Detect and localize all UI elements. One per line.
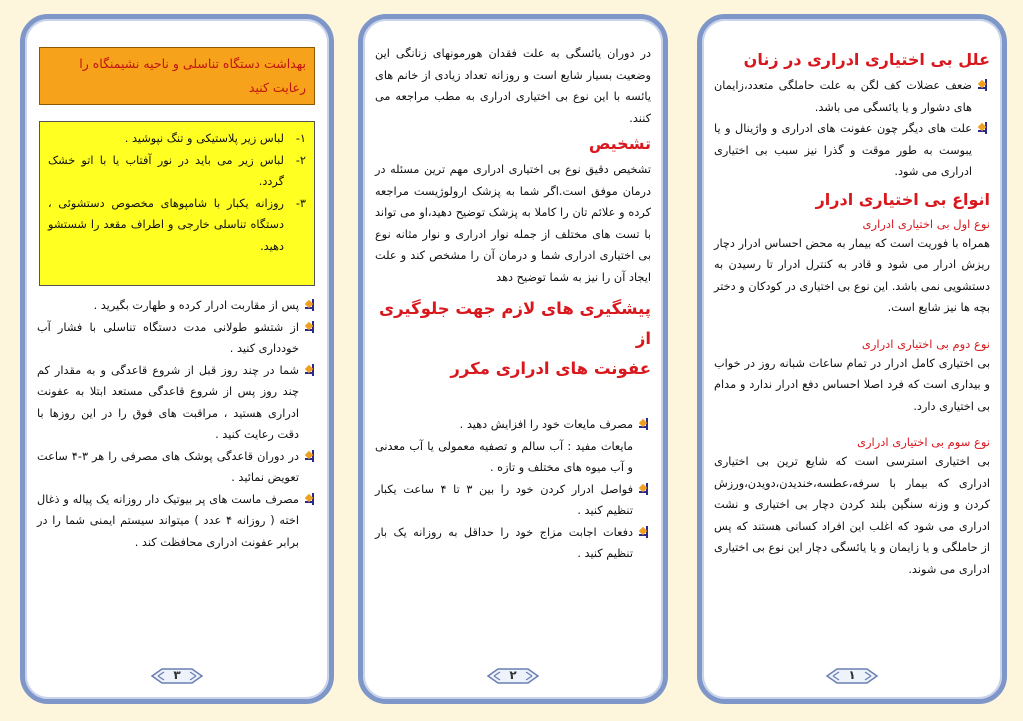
prevention-list [375, 414, 651, 565]
page-number: ۱ [848, 668, 856, 682]
list-item: شما در چند روز قبل از شروع قاعدگی و به مقدار کم چند روز پس از شروع قاعدگی مستعد ابتلا به عفونت ادراری هستید ، مراقبت های فوق را در این روزها با دقت رعایت کنید . [37, 360, 317, 446]
type1-title: نوع اول بی اختیاری ادراری [862, 216, 990, 231]
clothing-tips-box [39, 121, 315, 286]
list-item: در دوران قاعدگی پوشک های مصرفی را هر ۳-۴ ساعت تعویض نمائید . [37, 446, 317, 489]
list-item: از شتشو طولانی مدت دستگاه تناسلی با فشار آب خودداری کنید . [37, 317, 317, 360]
page-number-ornament [150, 665, 204, 687]
page-number: ۲ [509, 668, 517, 682]
list-item: دفعات اجابت مزاج خود را حداقل به روزانه یک بار تنظیم کنید . [375, 522, 651, 565]
pin-bullet-icon [305, 299, 317, 311]
hygiene-list [37, 295, 317, 553]
diagnosis-text: تشخیص دقیق نوع بی اختیاری ادراری مهم ترین مسئله در درمان موفق است.اگر شما به پزشک ارولوژیست مراجعه کرده و علائم تان را کاملا به پزشک توضیح دهید،او می تواند با تست های مختلف از جمله نوار ادراری و نوار مثانه نوع بی اختیاری ادراری شما و درمان آن را مشخص کند و علت ایجاد آن را نیز به شما توضیح دهد [375, 163, 651, 284]
pin-bullet-icon [305, 493, 317, 505]
type3-text: بی اختیاری استرسی است که شایع ترین بی اختیاری ادراری که بیمار با سرفه،عطسه،خندیدن،دویدن،ورزش کردن و وزنه سنگین بلند کردن دچار بی اختیاری و نشت ادراری می شود که اغلب این افراد کسانی هستند که پس از حاملگی و یا زایمان و یا یائسگی دچار این نوع بی اختیاری ادراری می شوند. [714, 455, 990, 576]
menopause-intro: در دوران یائسگی به علت فقدان هورمونهای زنانگی این وضعیت بسیار شایع است و روزانه تعداد زیادی از خانم های یائسه با این نوع بی اختیاری ادراری به مطب مراجعه می کنند. [375, 47, 651, 125]
type2-title: نوع دوم بی اختیاری ادراری [861, 336, 990, 351]
heading-prevention: پیشگیری های لازم جهت جلوگیری از عفونت های ادراری مکرر [379, 299, 651, 378]
list-item: ۳- روزانه یکبار با شامپوهای مخصوص دستشوئی ، دستگاه تناسلی خارجی و اطراف مقعد را شستشو دهید. [48, 196, 306, 253]
list-item: ضعف عضلات کف لگن به علت حاملگی متعدد،زایمان های دشوار و یا یائسگی می باشد. [714, 75, 990, 118]
page-number-ornament [486, 665, 540, 687]
type1-text: همراه با فوریت است که بیمار به محض احساس ادرار دچار ریزش ادرار می شود و قادر به کنترل ادرار تا رسیدن به دستشویی نمی باشد. این نوع بی اختیاری در کودکان و دختر بچه ها نیز شایع است. [714, 236, 990, 314]
hygiene-banner: بهداشت دستگاه تناسلی و ناحیه نشیمنگاه را رعایت کنید [39, 47, 315, 105]
list-item: علت های دیگر چون عفونت های ادراری و واژینال و یا یبوست به طور موقت و گذرا نیز سبب بی اختیاری ادراری می شود. [714, 118, 990, 183]
panel-page-3 [20, 14, 334, 704]
page-number-ornament [825, 665, 879, 687]
pin-bullet-icon [639, 418, 651, 430]
heading-diagnosis: تشخیص [588, 134, 651, 153]
list-item: مصرف مایعات خود را افزایش دهید . مایعات مفید : آب سالم و تصفیه معمولی یا آب معدنی و آب میوه های مختلف و تازه . [375, 414, 651, 479]
type2-text: بی اختیاری کامل ادرار در تمام ساعات شبانه روز در خواب و بیداری است که فرد اصلا احساس دفع ادرار ندارد و مدام بی اختیاری دارد. [714, 356, 990, 413]
pin-bullet-icon [978, 122, 990, 134]
pin-bullet-icon [639, 526, 651, 538]
causes-list [714, 75, 990, 183]
type3-title: نوع سوم بی اختیاری ادراری [856, 435, 990, 449]
heading-types: انواع بی اختیاری ادرار [815, 189, 990, 209]
page-number: ۳ [173, 668, 181, 682]
pin-bullet-icon [305, 364, 317, 376]
list-item: فواصل ادرار کردن خود را بین ۳ تا ۴ ساعت یکبار تنظیم کنید . [375, 479, 651, 522]
list-item: مصرف ماست های پر بیوتیک دار روزانه یک پیاله و ذغال اخته ( روزانه ۴ عدد ) میتواند سیستم ایمنی شما را در برابر عفونت ادراری محافظت کند . [37, 489, 317, 554]
list-item: ۲- لباس زیر می باید در نور آفتاب یا با اتو خشک گردد. [48, 153, 306, 188]
pin-bullet-icon [978, 79, 990, 91]
panel-page-1 [697, 14, 1007, 704]
list-item: ۱- لباس زیر پلاستیکی و تنگ نپوشید . [124, 132, 306, 145]
fluids-note: مایعات مفید : آب سالم و تصفیه معمولی یا آب معدنی و آب میوه های مختلف و تازه . [375, 439, 633, 474]
heading-causes: علل بی اختیاری ادراری در زنان [743, 50, 990, 69]
pin-bullet-icon [305, 450, 317, 462]
pin-bullet-icon [305, 321, 317, 333]
list-item: پس از مقاربت ادرار کرده و طهارت بگیرید . [37, 295, 317, 317]
pin-bullet-icon [639, 483, 651, 495]
panel-page-2 [358, 14, 668, 704]
